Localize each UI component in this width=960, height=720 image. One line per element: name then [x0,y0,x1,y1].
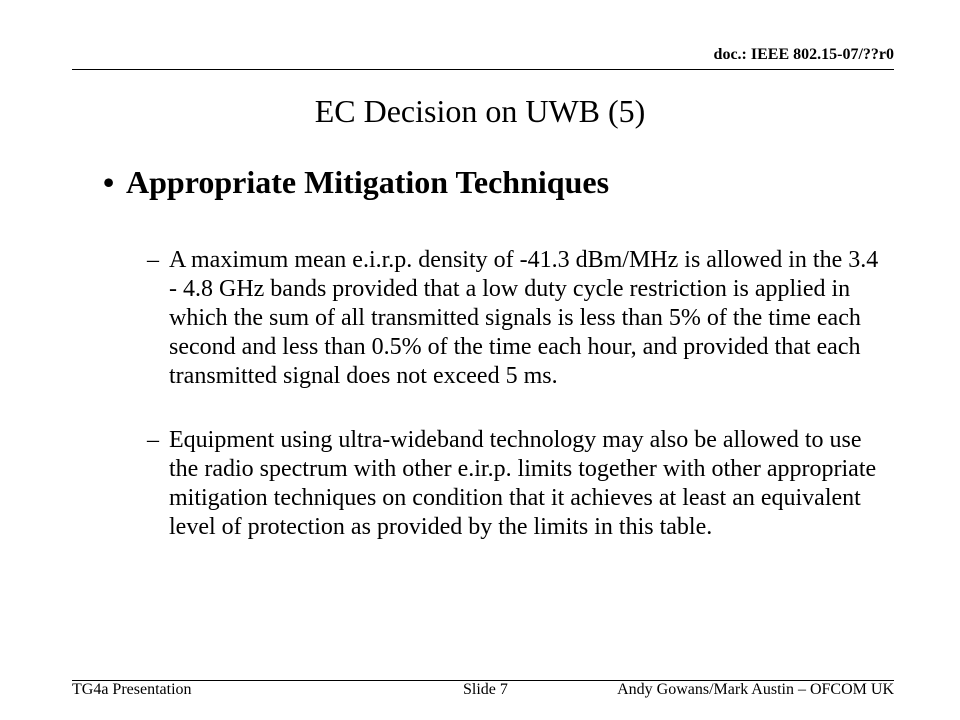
header-divider [72,69,894,70]
slide-title: EC Decision on UWB (5) [314,93,646,129]
footer-authors: Andy Gowans/Mark Austin – OFCOM UK [617,681,894,698]
bullet-heading-text: Appropriate Mitigation Techniques [126,164,610,200]
sub-item-emission-limit [147,246,887,391]
dash-marker: – [147,427,159,453]
sub-item-equipment-allowance [147,426,887,542]
bullet-heading [103,164,609,201]
dash-marker: – [147,247,159,273]
sub-item-text: A maximum mean e.i.r.p. density of -41.3 dBm/MHz is allowed in the 3.4 - 4.8 GHz bands provided that a low duty cycle restriction is applied in which the sum of all transmitted signals is less than 5% of the time each second and less than 0.5% of the time each hour, and provided that each transmitted signal does not exceed 5 ms. [169,247,879,389]
sub-item-text: Equipment using ultra-wideband technology may also be allowed to use the radio spectrum with other e.ir.p. limits together with other appropriate mitigation techniques on condition that it achieves at least an equivalent level of protection as provided by the limits in this table. [169,427,877,540]
bullet-marker: • [103,164,115,200]
document-id: doc.: IEEE 802.15-07/??r0 [713,46,894,63]
footer-slide-number: Slide 7 [463,681,508,698]
footer-presentation-name: TG4a Presentation [72,681,192,698]
